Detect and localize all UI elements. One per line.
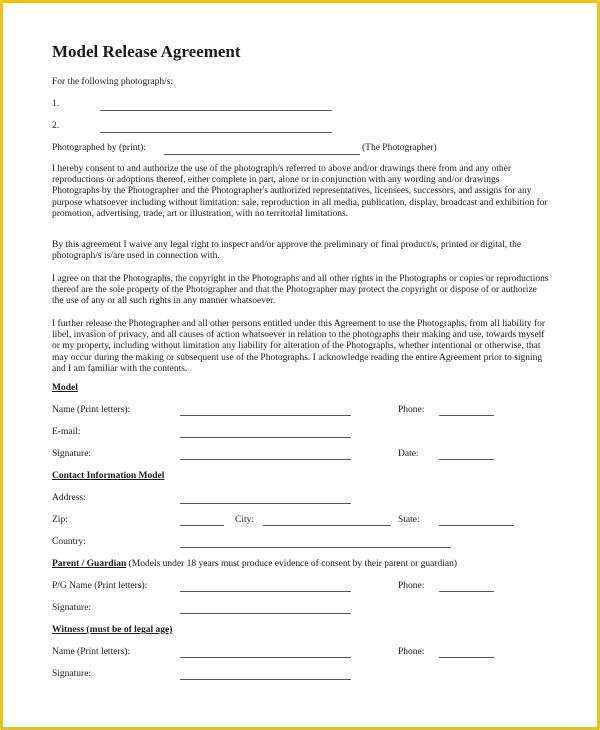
guardian-heading-line [52,559,457,569]
zip-label: Zip: [52,515,68,525]
contact-heading: Contact Information Model [52,471,165,481]
witness-heading: Witness (must be of legal age) [52,625,173,635]
state-field[interactable] [439,525,514,526]
item-number-1: 1. [52,99,60,109]
state-label: State: [398,515,420,525]
city-label: City: [235,515,255,525]
witness-name-field[interactable] [180,657,351,658]
release-paragraph: I further release the Photographer and all other persons entitled under this Agreement to use the Photographs, from all liability for libel, invasion of privacy, and all causes of action whatsoever in relation to the photographs their making and use, towards myself or my property, including without limitation any liability for alteration of the Photographs, whether intentional or otherwise, that may occur during the making or subsequent use of the Photographs. I acknowledge reading the entire Agreement prior to signing and I am familiar with the contents. [52,319,546,374]
witness-signature-field[interactable] [180,679,351,680]
guardian-name-label: P/G Name (Print letters): [52,581,148,591]
city-field[interactable] [263,525,391,526]
country-field[interactable] [180,547,451,548]
witness-name-label: Name (Print letters): [52,647,131,657]
model-phone-label: Phone: [398,405,425,415]
document-title: Model Release Agreement [52,42,241,61]
waiver-paragraph: By this agreement I waive any legal right to inspect and/or approve the preliminary or final product/s, printed or digital, the photograph/s is/are used in connection with. [52,240,522,262]
guardian-signature-label: Signature: [52,603,92,613]
witness-signature-label: Signature: [52,669,92,679]
model-signature-label: Signature: [52,449,92,459]
photographer-suffix: (The Photographer) [362,143,437,153]
copyright-paragraph: I agree on that the Photographs, the copyright in the Photographs and all other rights in the Photographs or copies or reproductions thereof are the sole property of the Photographer and that the Photographer may protect the copyright or dispose of or authorize the use of any or all such rights in any manner whatsoever. [52,274,549,307]
model-name-field[interactable] [180,415,351,416]
photograph-2-field[interactable] [100,132,332,133]
address-label: Address: [52,493,86,503]
model-email-field[interactable] [180,437,351,438]
model-email-label: E-mail: [52,427,81,437]
model-date-label: Date: [398,449,419,459]
model-phone-field[interactable] [439,415,494,416]
guardian-phone-field[interactable] [439,591,494,592]
intro-text: For the following photograph/s: [52,77,174,87]
witness-phone-field[interactable] [439,657,494,658]
guardian-note: (Models under 18 years must produce evidence of consent by their parent or guardian) [128,559,458,569]
address-field[interactable] [180,503,351,504]
item-number-2: 2. [52,121,60,131]
model-date-field[interactable] [439,459,494,460]
model-name-label: Name (Print letters): [52,405,131,415]
country-label: Country: [52,537,86,547]
zip-field[interactable] [180,525,224,526]
photographer-name-field[interactable] [164,154,360,155]
witness-phone-label: Phone: [398,647,425,657]
guardian-heading: Parent / Guardian [52,559,127,569]
photographed-by-label: Photographed by (print): [52,143,146,153]
guardian-signature-field[interactable] [180,613,351,614]
guardian-name-field[interactable] [180,591,351,592]
consent-paragraph: I hereby consent to and authorize the use of the photograph/s referred to above and/or drawings there from and any other reproductions or adoptions thereof, either complete in part, alone or in conjunction with any wording and/or drawings Photographs by the Photographer and the Photographer's authorized representatives, licensees, successors, and assigns for any purpose whatsoever including without limitation: sale, reproduction in all media, publication, display, broadcast and exhibition for promotion, advertising, trade, art or illustration, with no territorial limitations. [52,164,548,219]
photograph-1-field[interactable] [100,110,332,111]
guardian-phone-label: Phone: [398,581,425,591]
model-heading: Model [52,383,78,393]
model-signature-field[interactable] [180,459,351,460]
